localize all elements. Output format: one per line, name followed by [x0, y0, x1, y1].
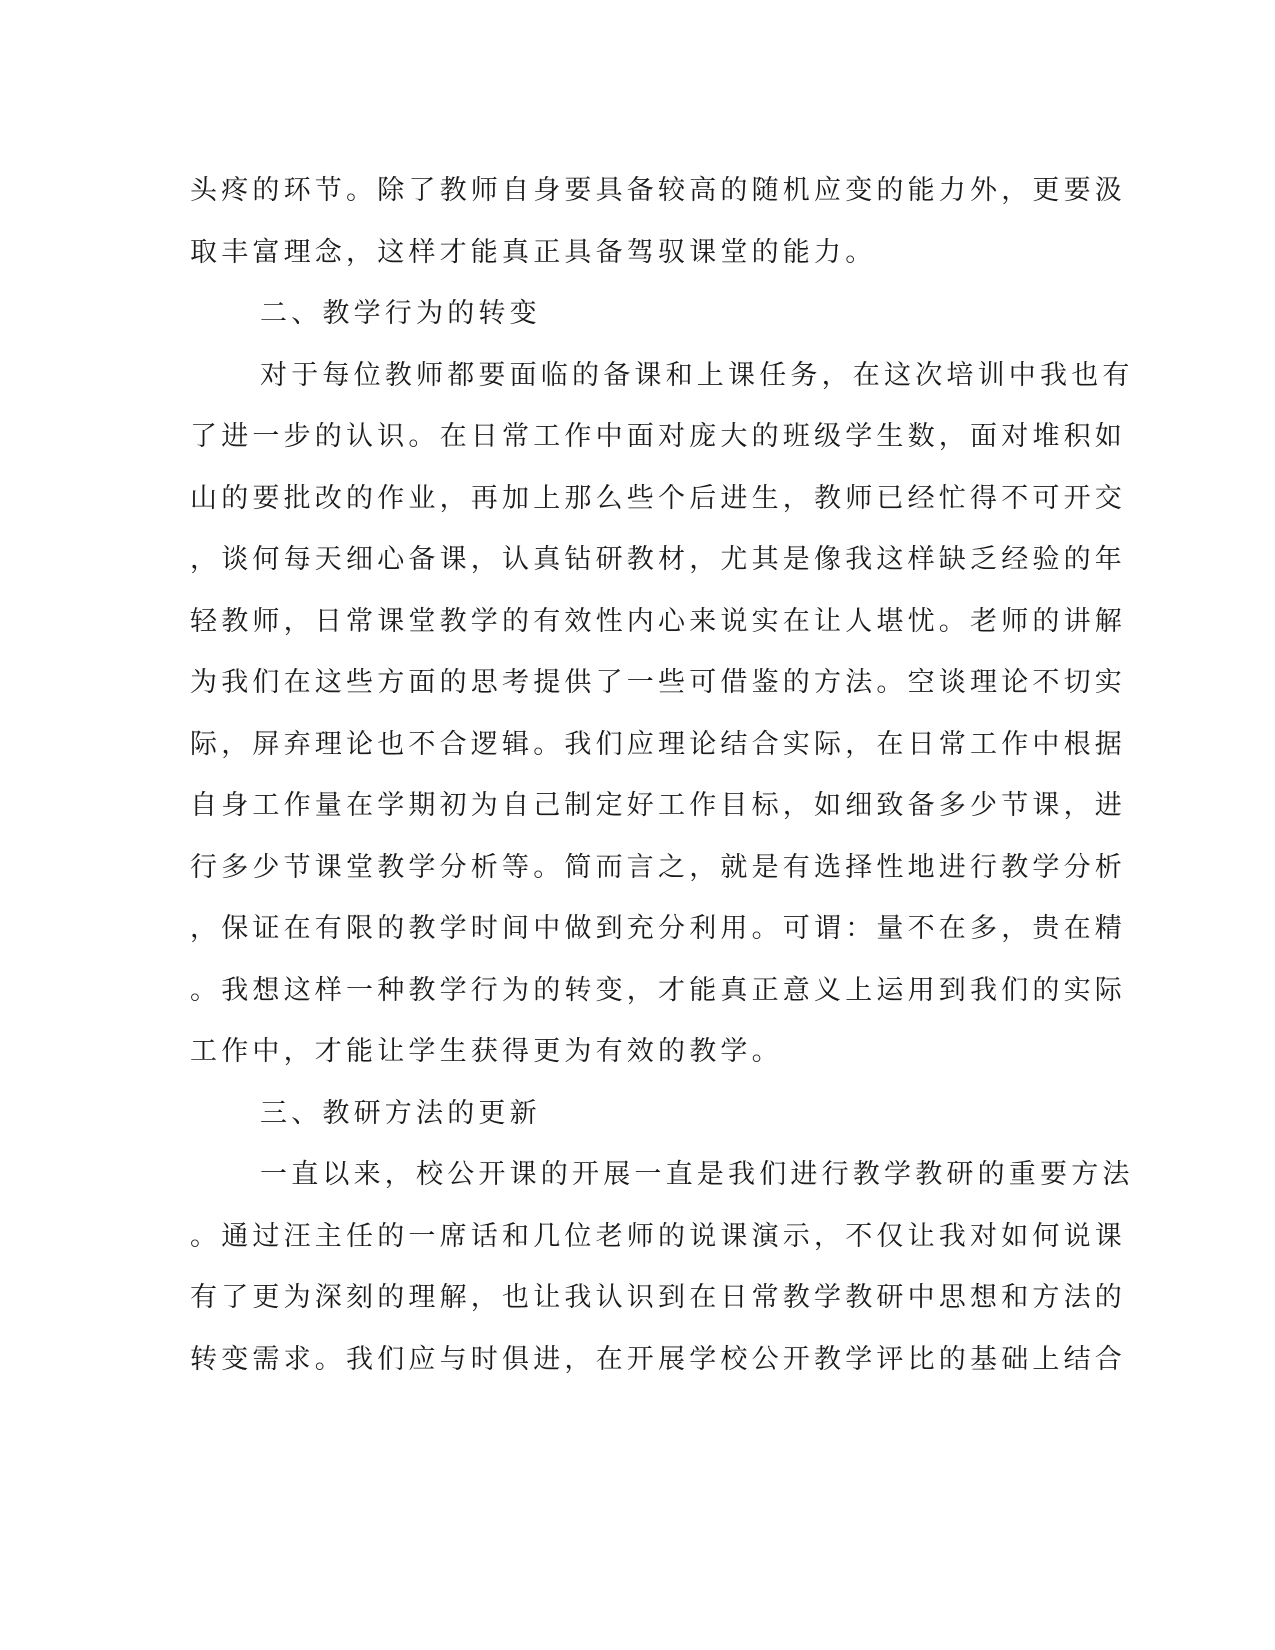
- text-line: 头疼的环节。除了教师自身要具备较高的随机应变的能力外，更要汲: [190, 175, 1126, 206]
- text-line: 。我想这样一种教学行为的转变，才能真正意义上运用到我们的实际: [190, 974, 1126, 1006]
- text-line: ，谈何每天细心备课，认真钻研教材，尤其是像我这样缺乏经验的年: [190, 544, 1126, 575]
- text-line: 行多少节课堂教学分析等。简而言之，就是有选择性地进行教学分析: [190, 851, 1126, 883]
- text-line: 山的要批改的作业，再加上那么些个后进生，教师已经忙得不可开交: [190, 482, 1126, 514]
- document-body: [190, 160, 1134, 1390]
- text-line: 为我们在这些方面的思考提供了一些可借鉴的方法。空谈理论不切实: [190, 667, 1126, 698]
- text-line: 有了更为深刻的理解，也让我认识到在日常教学教研中思想和方法的: [190, 1282, 1126, 1313]
- text-line: 自身工作量在学期初为自己制定好工作目标，如细致备多少节课，进: [190, 790, 1126, 821]
- text-line: 际，屏弃理论也不合逻辑。我们应理论结合实际，在日常工作中根据: [190, 728, 1126, 760]
- text-line: 工作中，才能让学生获得更为有效的教学。: [190, 1036, 783, 1067]
- text-line: 轻教师，日常课堂教学的有效性内心来说实在让人堪忧。老师的讲解: [190, 605, 1126, 637]
- text-line: ，保证在有限的教学时间中做到充分利用。可谓：量不在多，贵在精: [190, 913, 1126, 944]
- text-line: 对于每位教师都要面临的备课和上课任务，在这次培训中我也有: [260, 359, 1134, 391]
- text-line: 了进一步的认识。在日常工作中面对庞大的班级学生数，面对堆积如: [190, 421, 1126, 452]
- section-heading: 二、教学行为的转变: [260, 298, 541, 329]
- text-line: 。通过汪主任的一席话和几位老师的说课演示，不仅让我对如何说课: [190, 1220, 1126, 1252]
- section-heading: 三、教研方法的更新: [260, 1097, 541, 1129]
- text-line: 取丰富理念，这样才能真正具备驾驭课堂的能力。: [190, 236, 877, 268]
- text-line: 一直以来，校公开课的开展一直是我们进行教学教研的重要方法: [260, 1159, 1134, 1190]
- text-line: 转变需求。我们应与时俱进，在开展学校公开教学评比的基础上结合: [190, 1343, 1126, 1375]
